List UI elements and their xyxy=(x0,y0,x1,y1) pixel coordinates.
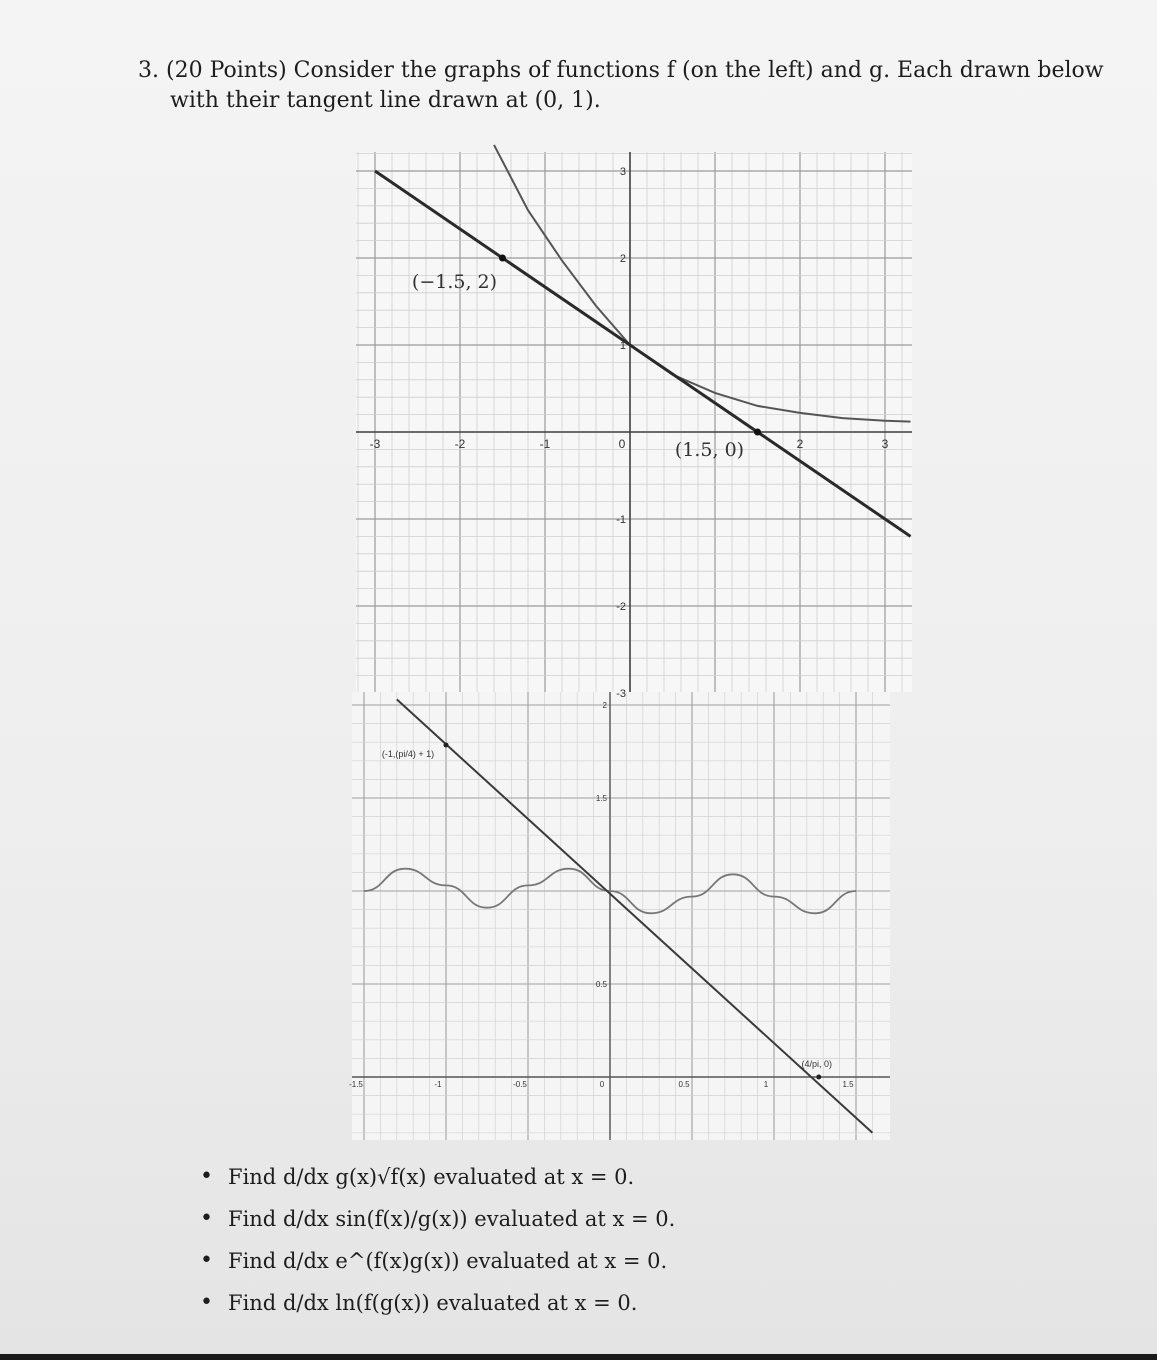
x-tick-label: 0.5 xyxy=(678,1080,690,1089)
graph-f-grid xyxy=(356,152,912,692)
point-label: (−1.5, 2) xyxy=(411,271,498,293)
point-label: (1.5, 0) xyxy=(674,439,745,461)
point-marker xyxy=(444,742,449,747)
x-tick-label: 0 xyxy=(599,1080,605,1089)
task-item: • Find d/dx g(x)√f(x) evaluated at x = 0. xyxy=(200,1156,675,1198)
problem-number: 3. xyxy=(138,58,159,83)
x-tick-label: -3 xyxy=(369,437,381,451)
x-tick-label: -1 xyxy=(434,1080,442,1089)
x-tick-label: -2 xyxy=(454,437,466,451)
y-tick-label: -3 xyxy=(616,688,626,700)
x-tick-label: -1 xyxy=(539,437,551,451)
x-tick-label: 3 xyxy=(881,437,889,451)
problem-line-1: (20 Points) Consider the graphs of functions f (on the left) and g. Each drawn below xyxy=(166,58,1104,83)
y-tick-label: 1.5 xyxy=(595,794,607,803)
task-list xyxy=(200,1156,675,1324)
y-tick-label: 0.5 xyxy=(595,980,607,989)
problem-line-2: with their tangent line drawn at (0, 1). xyxy=(170,88,601,113)
x-tick-label: 0 xyxy=(618,437,626,451)
x-tick-label: 1 xyxy=(763,1080,769,1089)
graph-g-grid xyxy=(352,692,890,1140)
y-tick-label: 2 xyxy=(602,701,607,710)
graph-f-background xyxy=(356,152,912,692)
task-item: • Find d/dx e^(f(x)g(x)) evaluated at x = 0. xyxy=(200,1240,675,1282)
y-tick-label: -2 xyxy=(616,601,626,613)
y-tick-label: 1 xyxy=(619,340,626,352)
point-label: (-1,(pi/4) + 1) xyxy=(381,748,435,759)
y-tick-label: 2 xyxy=(619,253,626,265)
x-tick-label: -1.5 xyxy=(349,1080,363,1089)
point-marker xyxy=(816,1075,821,1080)
page-edge xyxy=(0,1354,1157,1360)
x-tick-label: 1.5 xyxy=(842,1080,854,1089)
y-tick-label: -1 xyxy=(616,514,626,526)
x-tick-label: -0.5 xyxy=(513,1080,527,1089)
point-label: (4/pi, 0) xyxy=(801,1059,833,1069)
graph-g-background xyxy=(352,692,890,1140)
x-tick-label: 2 xyxy=(796,437,804,451)
point-marker xyxy=(499,255,506,262)
point-marker xyxy=(754,429,761,436)
y-tick-label: 3 xyxy=(619,166,626,178)
task-item: • Find d/dx ln(f(g(x)) evaluated at x = 0. xyxy=(200,1282,675,1324)
task-item: • Find d/dx sin(f(x)/g(x)) evaluated at x = 0. xyxy=(200,1198,675,1240)
